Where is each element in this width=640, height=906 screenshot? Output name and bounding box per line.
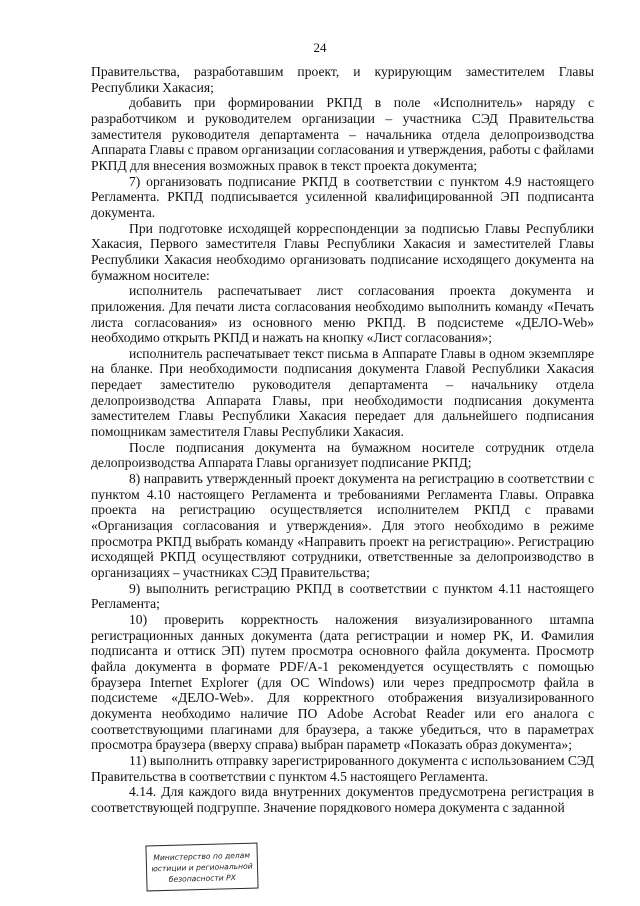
paragraph: 9) выполнить регистрацию РКПД в соответствии с пунктом 4.11 настоящего Регламента; [91,580,594,612]
stamp-line: Министерство по делам [153,850,251,863]
paragraph: При подготовке исходящей корреспонденции за подписью Главы Республики Хакасия, Первого заместителя Главы Республики Хакасия и заместителей Главы Республики Хакасия необходимо организовать подписание исходящего документа на бумажном носителе: [91,220,594,283]
document-body [91,64,594,816]
paragraph: 8) направить утвержденный проект документа на регистрацию в соответствии с пунктом 4.10 настоящего Регламента и требованиями Регламента Главы. Оправка проекта на регистрацию осуществляется исполнителем РКПД с правами «Организация согласования и утверждения». Для этого необходимо в режиме просмотра РКПД выбрать команду «Направить проект на регистрацию». Регистрацию исходящей РКПД осуществляют сотрудники, ответственные за делопроизводство в организациях – участниках СЭД Правительства; [91,471,594,580]
paragraph: Правительства, разработавшим проект, и курирующим заместителем Главы Республики Хакасия; [91,64,594,95]
paragraph: 4.14. Для каждого вида внутренних документов предусмотрена регистрация в соответствующей подгруппе. Значение порядкового номера документа с заданной [91,784,594,815]
ministry-stamp [145,843,258,892]
stamp-line: безопасности РХ [168,873,237,884]
stamp-line: юстиции и региональной [151,861,253,874]
paragraph: 11) выполнить отправку зарегистрированного документа с использованием СЭД Правительства в соответствии с пунктом 4.5 настоящего Регламента. [91,752,594,784]
paragraph: добавить при формировании РКПД в поле «Исполнитель» наряду с разработчиком и руководителем организации – участника СЭД Правительства заместителя руководителя департамента – начальника отдела делопроизводства Аппарата Главы с правом организации согласования и утверждения, работы с файлами РКПД для внесения возможных правок в текст проекта документа; [91,95,594,173]
paragraph: исполнитель распечатывает лист согласования проекта документа и приложения. Для печати листа согласования необходимо выполнить команду «Печать листа согласования» из основного меню РКПД. В подсистеме «ДЕЛО-Web» необходимо открыть РКПД и нажать на кнопку «Лист согласования»; [91,283,594,346]
paragraph: После подписания документа на бумажном носителе сотрудник отдела делопроизводства Аппарата Главы организует подписание РКПД; [91,439,594,471]
paragraph: 10) проверить корректность наложения визуализированного штампа регистрационных данных документа (дата регистрации и номер РК, И. Фамилия подписанта и оттиск ЭП) путем просмотра основного файла документа. Просмотр файла документа в формате PDF/A-1 рекомендуется осуществлять с помощью браузера Internet Explorer (для ОС Windows) или через предпросмотр файла в подсистеме «ДЕЛО-Web». Для корректного отображения визуализированного документа необходимо наличие ПО Adobe Acrobat Reader или его аналога с соответствующими плагинами для браузера, а также убедиться, что в параметрах просмотра браузера (вверху справа) выбран параметр «Показать образ документа»; [91,611,594,753]
paragraph: 7) организовать подписание РКПД в соответствии с пунктом 4.9 настоящего Регламента. РКПД подписывается усиленной квалифицированной ЭП подписанта документа. [91,173,594,220]
paragraph: исполнитель распечатывает текст письма в Аппарате Главы в одном экземпляре на бланке. При необходимости подписания документа Главой Республики Хакасия передает заместителю руководителя департамента – начальнику отдела делопроизводства Аппарата Главы, при необходимости подписания документа заместителем Главы Республики Хакасия передает для дальнейшего подписания помощникам заместителя Главы Республики Хакасия. [91,345,594,440]
page-number: 24 [313,40,327,55]
